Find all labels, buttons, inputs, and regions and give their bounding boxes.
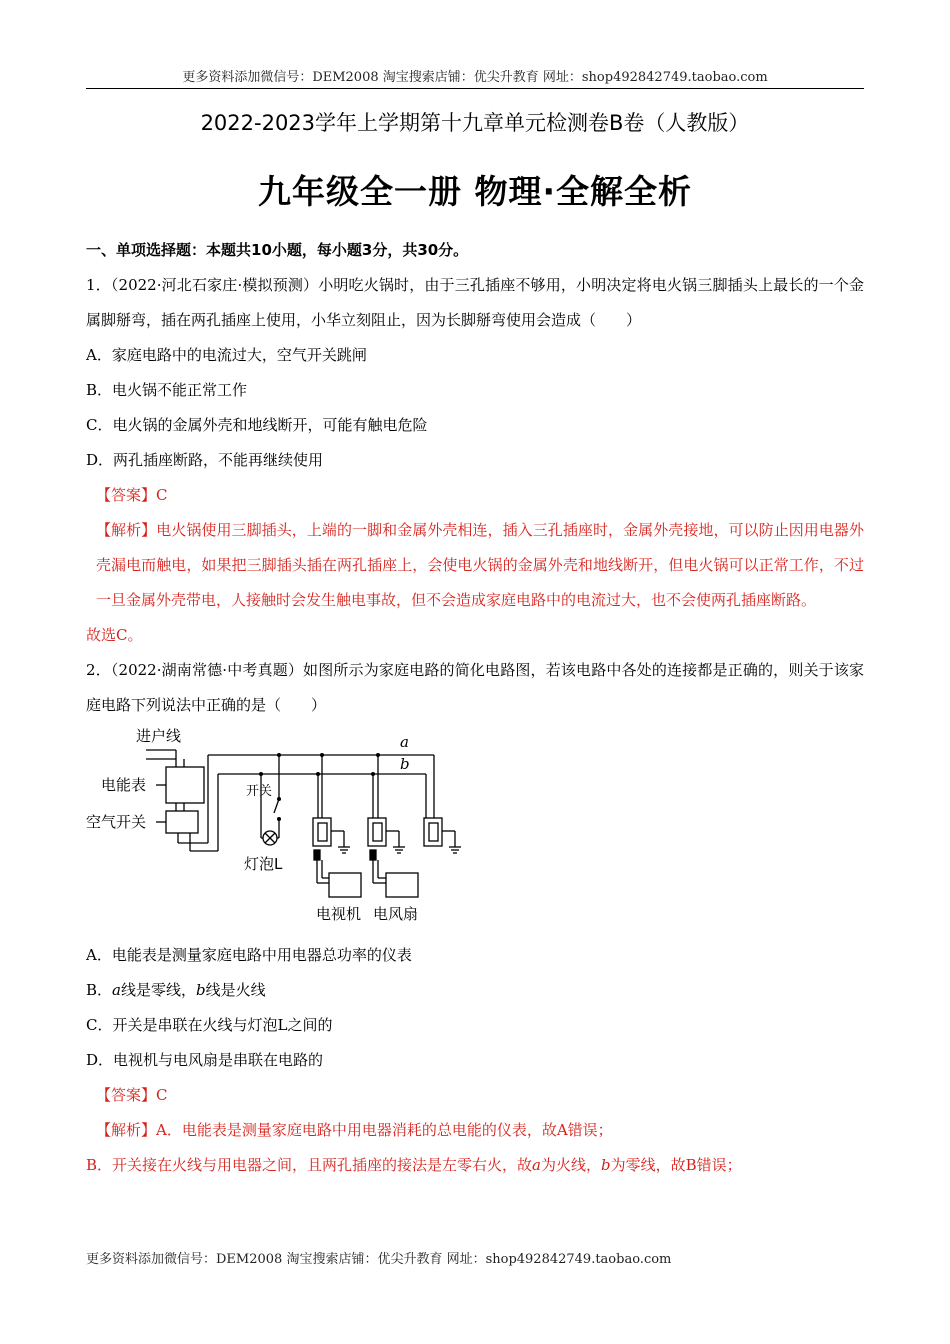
q2-stem: 2．（2022·湖南常德·中考真题）如图所示为家庭电路的简化电路图，若该电路中各处的连接都是正确的，则关于该家庭电路下列说法中正确的是（ ） — [86, 661, 864, 714]
q1-option-a: A．家庭电路中的电流过大，空气开关跳闸 — [86, 346, 367, 364]
q2-option-b: B．a线是零线，b线是火线 — [86, 981, 266, 999]
page-footer: 更多资料添加微信号：DEM2008 淘宝搜索店铺：优尖升教育 网址：shop492842749.taobao.com — [86, 1252, 672, 1267]
q2-option-c: C．开关是串联在火线与灯泡L之间的 — [86, 1016, 333, 1034]
label-meter: 电能表 — [101, 776, 147, 794]
label-breaker: 空气开关 — [86, 813, 147, 831]
q1-conclusion: 故选C。 — [86, 626, 143, 644]
exam-subtitle: 2022-2023学年上学期第十九章单元检测卷B卷（人教版） — [200, 111, 750, 135]
header-rule — [86, 88, 864, 89]
label-wire-a: a — [400, 733, 409, 751]
section-heading: 一、单项选择题：本题共10小题，每小题3分，共30分。 — [86, 241, 469, 259]
q1-answer: 【答案】C — [96, 486, 168, 504]
circuit-diagram — [86, 723, 864, 938]
q1-option-b: B．电火锅不能正常工作 — [86, 381, 248, 399]
label-fan: 电风扇 — [373, 905, 419, 923]
label-bulb: 灯泡L — [244, 855, 283, 873]
q1-option-c: C．电火锅的金属外壳和地线断开，可能有触电危险 — [86, 416, 428, 434]
q2-analysis-a: 【解析】A．电能表是测量家庭电路中用电器消耗的总电能的仪表，故A错误； — [96, 1121, 613, 1139]
page-header: 更多资料添加微信号：DEM2008 淘宝搜索店铺：优尖升教育 网址：shop492842749.taobao.com — [182, 70, 768, 85]
document-body — [86, 233, 864, 1183]
q1-option-d: D．两孔插座断路，不能再继续使用 — [86, 451, 324, 469]
q2-answer: 【答案】C — [96, 1086, 168, 1104]
label-incoming: 进户线 — [136, 727, 182, 745]
fan-box — [386, 873, 418, 897]
tv-box — [329, 873, 361, 897]
q2-option-a: A．电能表是测量家庭电路中用电器总功率的仪表 — [86, 946, 412, 964]
meter-box — [166, 767, 204, 803]
q2-option-d: D．电视机与电风扇是串联在电路的 — [86, 1051, 324, 1069]
q1-analysis: 【解析】电火锅使用三脚插头，上端的一脚和金属外壳相连，插入三孔插座时，金属外壳接地，可以防止因用电器外壳漏电而触电，如果把三脚插头插在两孔插座上，会使电火锅的金属外壳和地线断开，但电火锅可以正常工作，不过一旦金属外壳带电，人接触时会发生触电事故，但不会造成家庭电路中的电流过大，也不会使两孔插座断路。 — [96, 521, 864, 609]
label-tv: 电视机 — [316, 905, 362, 923]
label-switch: 开关 — [246, 784, 273, 799]
label-wire-b: b — [400, 755, 410, 773]
q2-analysis-b: B．开关接在火线与用电器之间，且两孔插座的接法是左零右火，故a为火线，b为零线，故B错误； — [86, 1156, 742, 1174]
exam-title: 九年级全一册 物理·全解全析 — [257, 172, 693, 211]
q1-stem: 1．（2022·河北石家庄·模拟预测）小明吃火锅时，由于三孔插座不够用，小明决定将电火锅三脚插头上最长的一个金属脚掰弯，插在两孔插座上使用，小华立刻阻止，因为长脚掰弯使用会造成（ ） — [86, 276, 864, 329]
breaker-box — [166, 811, 198, 833]
circuit-svg — [86, 723, 506, 938]
